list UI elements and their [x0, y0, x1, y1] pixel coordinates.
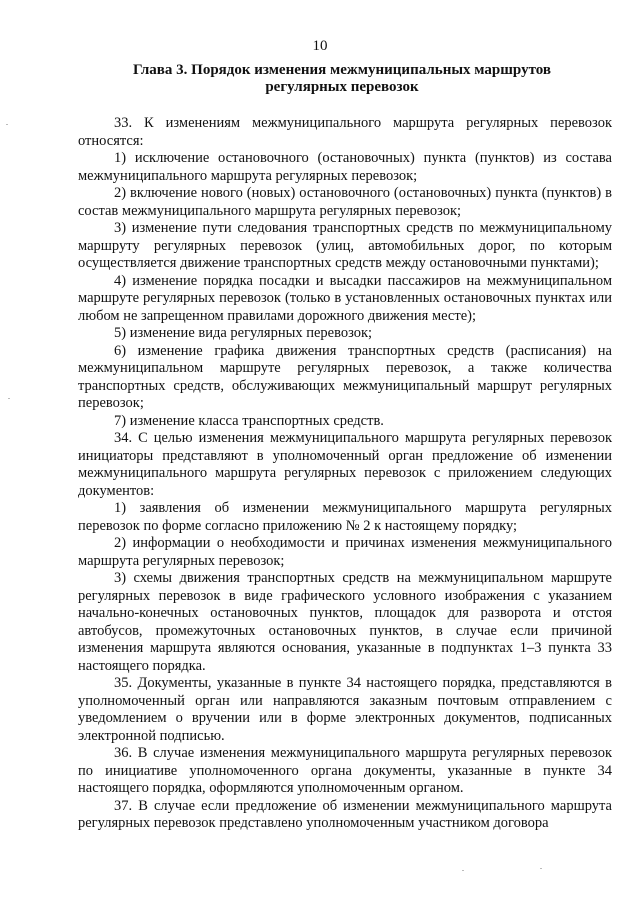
scan-speck — [8, 398, 10, 399]
paragraph-36: 36. В случае изменения межмуниципального маршрута регулярных перевозок по инициативе уполномоченного органа документы, указанные в пункте 34 настоящего порядка, оформляются уполномоченным органом. — [78, 745, 612, 796]
paragraph-33-item-7: 7) изменение класса транспортных средств. — [114, 412, 384, 429]
scan-speck — [6, 124, 8, 125]
paragraph-34-item-2: 2) информации о необходимости и причинах изменения межмуниципального маршрута регулярных перевозок; — [78, 535, 612, 569]
chapter-heading — [78, 62, 606, 96]
paragraph-33-item-5: 5) изменение вида регулярных перевозок; — [114, 325, 373, 341]
scan-speck — [540, 868, 542, 869]
chapter-heading-line-1: Глава 3. Порядок изменения межмуниципальных маршрутов — [133, 62, 551, 78]
paragraph-34-item-1: 1) заявления об изменении межмуниципального маршрута регулярных перевозок по форме согласно приложению № 2 к настоящему порядку; — [78, 500, 612, 534]
paragraph-33-item-3: 3) изменение пути следования транспортных средств по межмуниципальному маршруту регулярных перевозок (улиц, автомобильных дорог, по которым осуществляется движение транспортных средств между остановочными пунктами); — [78, 220, 612, 271]
paragraph-33-item-4: 4) изменение порядка посадки и высадки пассажиров на межмуниципальном маршруте регулярных перевозок (только в установленных остановочных пунктах или любом не запрещенном правилами дорожного движения месте); — [78, 272, 612, 324]
paragraph-33-item-6: 6) изменение графика движения транспортных средств (расписания) на межмуниципальном маршруте регулярных перевозок, а также количества транспортных средств, обслуживающих межмуниципальный маршрут регулярных перевозок; — [78, 342, 612, 411]
paragraph-34: 34. С целью изменения межмуниципального маршрута регулярных перевозок инициаторы представляют в уполномоченный орган предложение об изменении межмуниципального маршрута регулярных перевозок с приложением следующих документов: — [78, 430, 612, 499]
paragraph-35: 35. Документы, указанные в пункте 34 настоящего порядка, представляются в уполномоченный орган или направляются заказным почтовым отправлением с уведомлением о вручении или в форме электронных документов, подписанных электронной подписью. — [78, 675, 612, 744]
scan-speck — [462, 870, 464, 871]
chapter-heading-line-2: регулярных перевозок — [265, 79, 419, 95]
paragraph-33: 33. К изменениям межмуниципального маршрута регулярных перевозок относятся: — [78, 115, 612, 149]
paragraph-33-item-1: 1) исключение остановочного (остановочных) пункта (пунктов) из состава межмуниципального маршрута регулярных перевозок; — [78, 150, 612, 184]
paragraph-37: 37. В случае если предложение об изменении межмуниципального маршрута регулярных перевозок представлено уполномоченным участником договора — [78, 797, 612, 831]
paragraph-34-item-3: 3) схемы движения транспортных средств на межмуниципальном маршруте регулярных перевозок в виде графического условного изображения с указанием начально-конечных остановочных пунктов, площадок для разворота и отстоя автобусов, промежуточных остановочных пунктов, в случае если причиной изменения маршрута являются основания, указанные в подпунктах 1–3 пункта 33 настоящего порядка. — [78, 570, 612, 674]
page-number: 10 — [312, 38, 328, 54]
document-body — [78, 115, 612, 833]
paragraph-33-item-2: 2) включение нового (новых) остановочного (остановочных) пункта (пунктов) в состав межмуниципального маршрута регулярных перевозок; — [78, 185, 612, 219]
